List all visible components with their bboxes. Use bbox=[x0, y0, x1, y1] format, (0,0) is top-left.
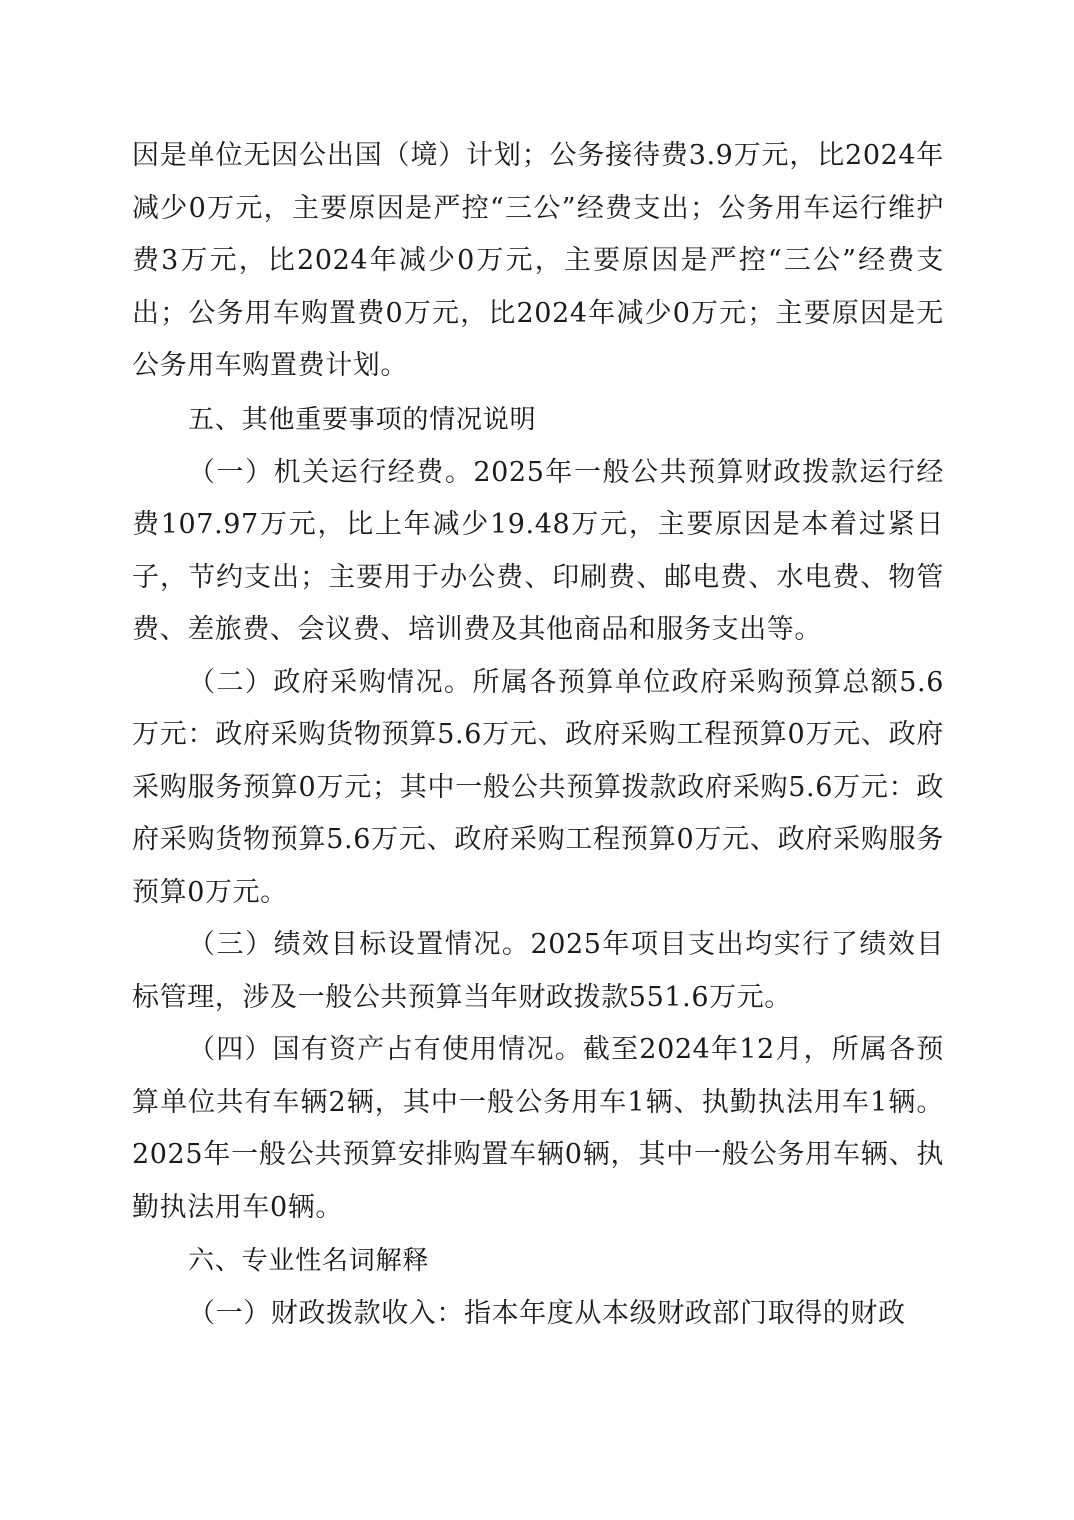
paragraph-government-procurement: （二）政府采购情况。所属各预算单位政府采购预算总额5.6万元：政府采购货物预算5.6万元、政府采购工程预算0万元、政府采购服务预算0万元；其中一般公共预算拨款政府采购5.6万元：政府采购货物预算5.6万元、政府采购工程预算0万元、政府采购服务预算0万元。 bbox=[132, 666, 944, 908]
paragraph-state-assets: （四）国有资产占有使用情况。截至2024年12月，所属各预算单位共有车辆2辆，其中一般公务用车1辆、执勤执法用车1辆。2025年一般公共预算安排购置车辆0辆，其中一般公务用车辆、执勤执法用车0辆。 bbox=[132, 1034, 944, 1223]
document-page bbox=[132, 130, 944, 1341]
section-heading-6: 六、专业性名词解释 bbox=[188, 1246, 430, 1276]
paragraph-performance-targets: （三）绩效目标设置情况。2025年项目支出均实行了绩效目标管理，涉及一般公共预算当年财政拨款551.6万元。 bbox=[132, 929, 944, 1013]
paragraph-continuation: 因是单位无因公出国（境）计划；公务接待费3.9万元，比2024年减少0万元，主要原因是严控“三公”经费支出；公务用车运行维护费3万元，比2024年减少0万元，主要原因是严控“三公”经费支出；公务用车购置费0万元，比2024年减少0万元；主要原因是无公务用车购置费计划。 bbox=[132, 140, 944, 381]
paragraph-fiscal-allocation-income: （一）财政拨款收入：指本年度从本级财政部门取得的财政 bbox=[188, 1298, 906, 1329]
section-heading-5: 五、其他重要事项的情况说明 bbox=[188, 404, 537, 435]
paragraph-operating-expenses: （一）机关运行经费。2025年一般公共预算财政拨款运行经费107.97万元，比上年减少19.48万元，主要原因是本着过紧日子，节约支出；主要用于办公费、印刷费、邮电费、水电费、物管费、差旅费、会议费、培训费及其他商品和服务支出等。 bbox=[132, 456, 944, 645]
